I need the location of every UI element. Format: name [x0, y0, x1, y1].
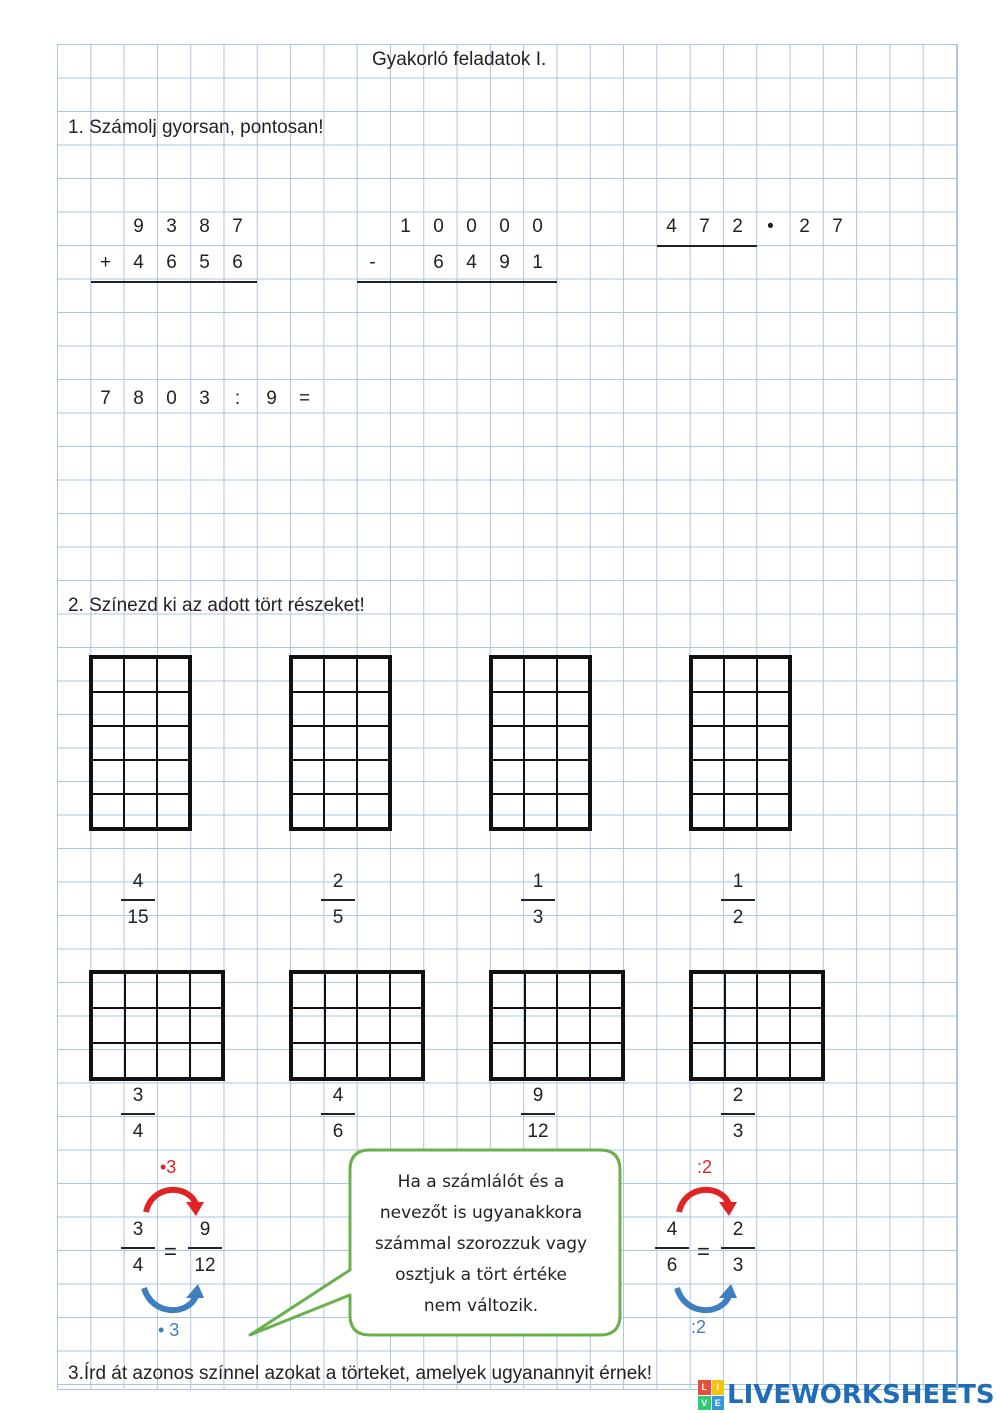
denominator: 12 [194, 1255, 216, 1276]
numerator: 9 [532, 1085, 544, 1106]
bubble-line: számmal szorozzuk vagy [374, 1234, 588, 1254]
equals-sign: = [697, 1239, 710, 1264]
digit: 8 [199, 216, 210, 237]
digit: 0 [166, 388, 177, 409]
digit: 8 [133, 388, 144, 409]
denominator: 3 [732, 1121, 744, 1142]
digit: 0 [499, 216, 510, 237]
denominator: 15 [127, 907, 149, 928]
denominator: 4 [132, 1255, 144, 1276]
blue-arrow-icon [671, 1282, 741, 1318]
digit: 6 [433, 252, 444, 273]
fraction [321, 871, 355, 929]
numerator: 2 [332, 871, 344, 892]
divide-label-top: :2 [697, 1157, 713, 1177]
rule-explanation [350, 1167, 612, 1322]
denominator: 3 [732, 1255, 744, 1276]
logo-text: LIVEWORKSHEETS [727, 1380, 995, 1410]
logo-letter: L [698, 1380, 711, 1395]
digit: 1 [400, 216, 411, 237]
denominator: 5 [332, 907, 344, 928]
denominator: 6 [666, 1255, 678, 1276]
fraction [188, 1219, 222, 1277]
bubble-line: Ha a számlálót és a [397, 1172, 565, 1192]
fraction-grid-3x5[interactable] [289, 655, 392, 831]
fraction-bar [655, 1247, 689, 1249]
difference-line [357, 281, 557, 283]
sum-line [91, 281, 257, 283]
fraction [121, 1219, 155, 1277]
task1-heading: 1. Számolj gyorsan, pontosan! [68, 117, 324, 138]
fraction [121, 871, 155, 929]
fraction [721, 871, 755, 929]
liveworksheets-logo [698, 1378, 995, 1412]
fraction-bar [721, 1113, 755, 1115]
denominator: 6 [332, 1121, 344, 1142]
blue-arrow-icon [138, 1282, 208, 1318]
fraction-grid-3x5[interactable] [689, 655, 792, 831]
digit: 5 [199, 252, 210, 273]
minus-operator: - [369, 252, 376, 273]
digit: 0 [433, 216, 444, 237]
digit: 9 [499, 252, 510, 273]
fraction-grid-4x3[interactable] [89, 970, 225, 1081]
divide-label-bottom: :2 [691, 1317, 707, 1337]
digit: 6 [232, 252, 243, 273]
numerator: 9 [199, 1219, 211, 1240]
digit: 7 [699, 216, 710, 237]
fraction-bar [121, 1113, 155, 1115]
digit: 3 [166, 216, 177, 237]
logo-letter: E [712, 1396, 725, 1411]
denominator: 4 [132, 1121, 144, 1142]
numerator: 4 [132, 871, 144, 892]
multiply-label-bottom: • 3 [158, 1320, 180, 1340]
digit: 3 [199, 388, 210, 409]
fraction-grid-4x3[interactable] [289, 970, 425, 1081]
equals-sign: = [298, 388, 311, 409]
fraction [655, 1219, 689, 1277]
bubble-line: nevezőt is ugyanakkora [379, 1203, 583, 1223]
red-arrow-icon [138, 1180, 208, 1220]
red-arrow-icon [671, 1180, 741, 1220]
fraction [321, 1085, 355, 1143]
task3-heading: 3.Írd át azonos színnel azokat a törteket, amelyek ugyanannyit érnek! [68, 1363, 653, 1384]
numerator: 2 [732, 1219, 744, 1240]
digit: 2 [732, 216, 743, 237]
fraction-grid-3x5[interactable] [489, 655, 592, 831]
digit: 2 [799, 216, 810, 237]
times-operator: • [767, 216, 774, 237]
numerator: 3 [132, 1219, 144, 1240]
fraction-bar [121, 1247, 155, 1249]
denominator: 2 [732, 907, 744, 928]
digit: 1 [532, 252, 543, 273]
task2-heading: 2. Színezd ki az adott tört részeket! [68, 595, 365, 616]
logo-letter: I [712, 1380, 725, 1395]
digit: 0 [466, 216, 477, 237]
digit: 4 [466, 252, 477, 273]
numerator: 1 [732, 871, 744, 892]
denominator: 12 [527, 1121, 549, 1142]
denominator: 3 [532, 907, 544, 928]
digit: 9 [133, 216, 144, 237]
fraction-bar [188, 1247, 222, 1249]
numerator: 2 [732, 1085, 744, 1106]
equals-sign: = [164, 1239, 177, 1264]
digit: 0 [532, 216, 543, 237]
fraction-bar [721, 899, 755, 901]
digit: 7 [832, 216, 843, 237]
numerator: 4 [332, 1085, 344, 1106]
numerator: 3 [132, 1085, 144, 1106]
digit: 4 [666, 216, 677, 237]
fraction [521, 1085, 555, 1143]
page-title: Gyakorló feladatok I. [372, 49, 547, 70]
product-line [657, 245, 757, 247]
fraction-bar [321, 1113, 355, 1115]
digit: 9 [266, 388, 277, 409]
fraction [521, 871, 555, 929]
bubble-line: nem változik. [423, 1296, 539, 1316]
digit: 7 [100, 388, 111, 409]
fraction-bar [121, 899, 155, 901]
fraction-bar [721, 1247, 755, 1249]
fraction-bar [521, 1113, 555, 1115]
multiply-label-top: •3 [160, 1157, 177, 1177]
numerator: 1 [532, 871, 544, 892]
fraction-grid-3x5[interactable] [89, 655, 192, 831]
numerator: 4 [666, 1219, 678, 1240]
fraction-grid-4x3[interactable] [689, 970, 825, 1081]
logo-icon [698, 1380, 724, 1410]
divide-operator: : [234, 388, 241, 409]
digit: 6 [166, 252, 177, 273]
fraction [121, 1085, 155, 1143]
fraction-grid-4x3[interactable] [489, 970, 625, 1081]
digit: 4 [133, 252, 144, 273]
fraction [721, 1085, 755, 1143]
plus-operator: + [99, 252, 112, 273]
fraction-bar [521, 899, 555, 901]
bubble-line: osztjuk a tört értéke [395, 1265, 567, 1285]
digit: 7 [232, 216, 243, 237]
logo-letter: V [698, 1396, 711, 1411]
fraction [721, 1219, 755, 1277]
fraction-bar [321, 899, 355, 901]
